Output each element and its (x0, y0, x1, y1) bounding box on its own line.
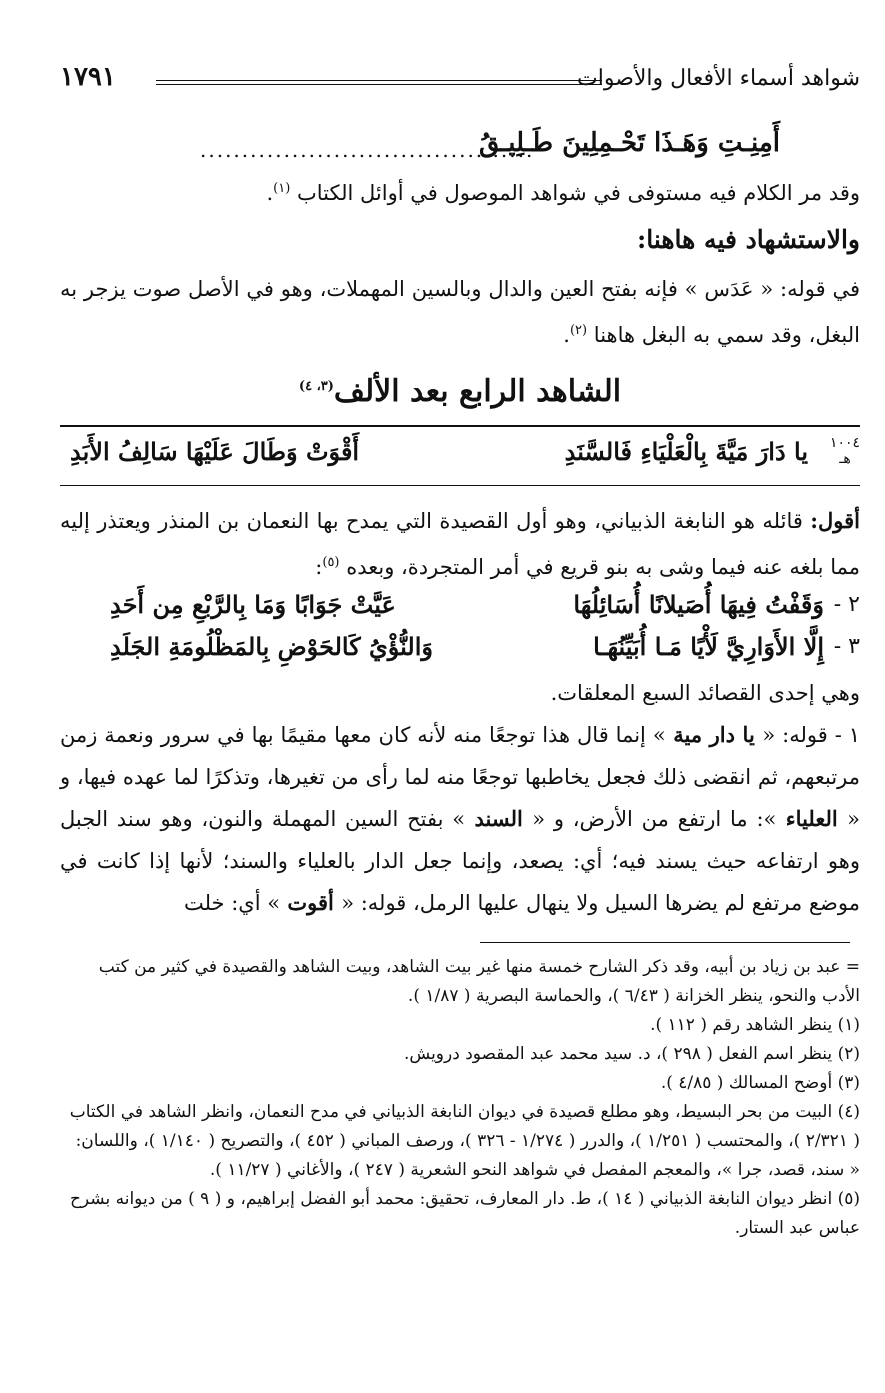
paragraph-3 (60, 500, 860, 588)
main-verse-first-hemistich: يا دَارَ مَيَّةَ بِالْعَلْيَاءِ فَالسَّنَدِ (564, 437, 808, 466)
verse-line-3 (60, 630, 860, 672)
footnote-ref-1: (١) (273, 181, 291, 196)
verse-first-hemistich: إِلَّا الأَوَارِيَّ لَأْيًا مَـا أُبَيِّنُهَـا (593, 632, 824, 661)
keyword: العلياء (776, 806, 848, 831)
header-rule (156, 80, 602, 85)
book-page (60, 58, 860, 1243)
keyword: السند (465, 806, 533, 831)
witness-title-text: الشاهد الرابع بعد الألف (333, 374, 622, 409)
paragraph-3-lead: أقول: (810, 508, 860, 533)
main-verse-second-hemistich: أَقْوَتْ وَطَالَ عَلَيْهَا سَالِفُ الأَبَدِ (70, 437, 360, 466)
footnote-ref-5: (٥) (322, 555, 340, 570)
footnote-separator (480, 942, 850, 943)
paragraph-4: وهي إحدى القصائد السبع المعلقات. (550, 681, 860, 705)
paragraph-2: في قوله: « عَدَس » فإنه بفتح العين والدال وبالسين المهملات، وهو في الأصل صوت يزجر به البغل، وقد سمي به البغل هاهنا $^{(٢)}$. (60, 277, 860, 347)
text-run: ١ - قوله: « (762, 723, 861, 747)
paragraph-5 (60, 714, 860, 924)
page-number: ١٧٩١ (60, 62, 116, 92)
running-header (60, 58, 860, 98)
section-heading: والاستشهاد فيه هاهنا: (636, 225, 860, 254)
text-run: » إنما قال هذا توجعًا منه لأنه كان معها مقيمًا بها في سرور ونعمة زمن مرتبعهم، ثم انقضى ذلك فجعل يخاطبها توجعًا منه لما رأى من تغيرها، وتذكرًا لما عهده فيها، و « (60, 723, 860, 831)
paragraph-3-text: قائله هو النابغة الذبياني، وهو أول القصيدة التي يمدح بها النعمان بن المنذر ويعتذر إليه مما بلغه عنه فيما وشى به بنو قريع في أمر المتجردة، وبعده (60, 509, 860, 579)
footnote-5: (٥) انظر ديوان النابغة الذبياني ( ١٤ )، ط. دار المعارف، تحقيق: محمد أبو الفضل إبراهيم، و ( ٩ ) من ديوانه بشرح عباس عبد الستار. (69, 1189, 860, 1238)
text-run: » أي: خلت (183, 891, 281, 915)
verse-first-hemistich: وَقَفْتُ فِيهَا أُصَيلانًا أُسَائِلُهَا (573, 590, 824, 619)
footnote-2: (٢) ينظر اسم الفعل ( ٢٩٨ )، د. سيد محمد عبد المقصود درويش. (404, 1044, 860, 1064)
verse-line-number: ٣ - (833, 634, 860, 659)
verse-number (830, 435, 860, 467)
top-verse-hemistich: أَمِنِـتِ وَهَـذَا تَحْـمِلِينَ طَـلِيـقُ (478, 128, 780, 158)
footnote-3: (٣) أوضح المسالك ( ٤/٨٥ ). (660, 1073, 860, 1093)
footnotes (60, 953, 860, 1243)
paragraph-3-colon: : (315, 555, 323, 579)
paragraph-1-text: وقد مر الكلام فيه مستوفى في شواهد الموصول في أوائل الكتاب (296, 181, 860, 205)
main-verse (60, 425, 860, 486)
footnote-ref-2: (٢) (569, 323, 588, 338)
verse-number-value: ١٠٠٤ (829, 435, 860, 451)
keyword: أقوت (280, 890, 342, 915)
running-title: شواهد أسماء الأفعال والأصوات (577, 66, 860, 91)
top-verse (60, 124, 860, 168)
verse-second-hemistich: عَيَّتْ جَوَابًا وَمَا بِالرَّبْعِ مِن أَحَدِ (110, 590, 396, 619)
witness-title (60, 360, 860, 419)
footnote-4: (٤) البيت من بحر البسيط، وهو مطلع قصيدة في ديوان النابغة الذبياني في مدح النعمان، وانظر الشاهد في الكتاب ( ٢/٣٢١ )، والمحتسب ( ١/٢٥١ )، والدرر ( ١/٢٧٤ - ٣٢٦ )، ورصف المباني ( ٤٥٢ )، والتصريح ( ١/١٤٠ )، واللسان: « سند، قصد، جرا »، والمعجم المفصل في شواهد النحو الشعرية ( ٢٤٧ )، والأغاني ( ١١/٢٧ ). (69, 1102, 860, 1180)
text-run: » بفتح السين المهملة والنون، وهو سند الجبل وهو ارتفاعه حيث يسند فيه؛ أي: يصعد، وإنما جعل الدار بالعلياء والسند؛ لأنها إذا كانت في موضع مرتفع لم يضرها السيل ولا ينهال عليها الرمل، قوله: « (60, 807, 860, 915)
text-run: »: ما ارتفع من الأرض، و « (532, 807, 777, 831)
footnote-1: (١) ينظر الشاهد رقم ( ١١٢ ). (650, 1015, 860, 1035)
verse-line-2 (60, 588, 860, 630)
footnote-ref-3-4: (٣، ٤) (298, 379, 334, 394)
paragraph-2-text: في قوله: « عَدَس » فإنه بفتح العين والدال وبالسين المهملات، وهو في الأصل صوت يزجر به البغل، وقد سمي به البغل هاهنا (60, 277, 860, 347)
omitted-hemistich-dots: ........................................ (200, 138, 535, 162)
verse-line-number: ٢ - (833, 592, 860, 617)
verse-number-suffix: هـ (839, 451, 851, 467)
footnote-continuation: = عبد بن زياد بن أبيه، وقد ذكر الشارح خمسة منها غير بيت الشاهد، وبيت الشاهد والقصيدة في كثير من كتب الأدب والنحو، ينظر الخزانة ( ٦/٤٣ )، والحماسة البصرية ( ١/٨٧ ). (98, 957, 860, 1006)
paragraph-1: وقد مر الكلام فيه مستوفى في شواهد الموصول في أوائل الكتاب $^{(١)}$. (266, 181, 860, 205)
verse-second-hemistich: وَالنُّؤْيُ كَالحَوْضِ بِالمَظْلُومَةِ الجَلَدِ (110, 632, 433, 661)
keyword: يا دار مية (665, 722, 763, 747)
